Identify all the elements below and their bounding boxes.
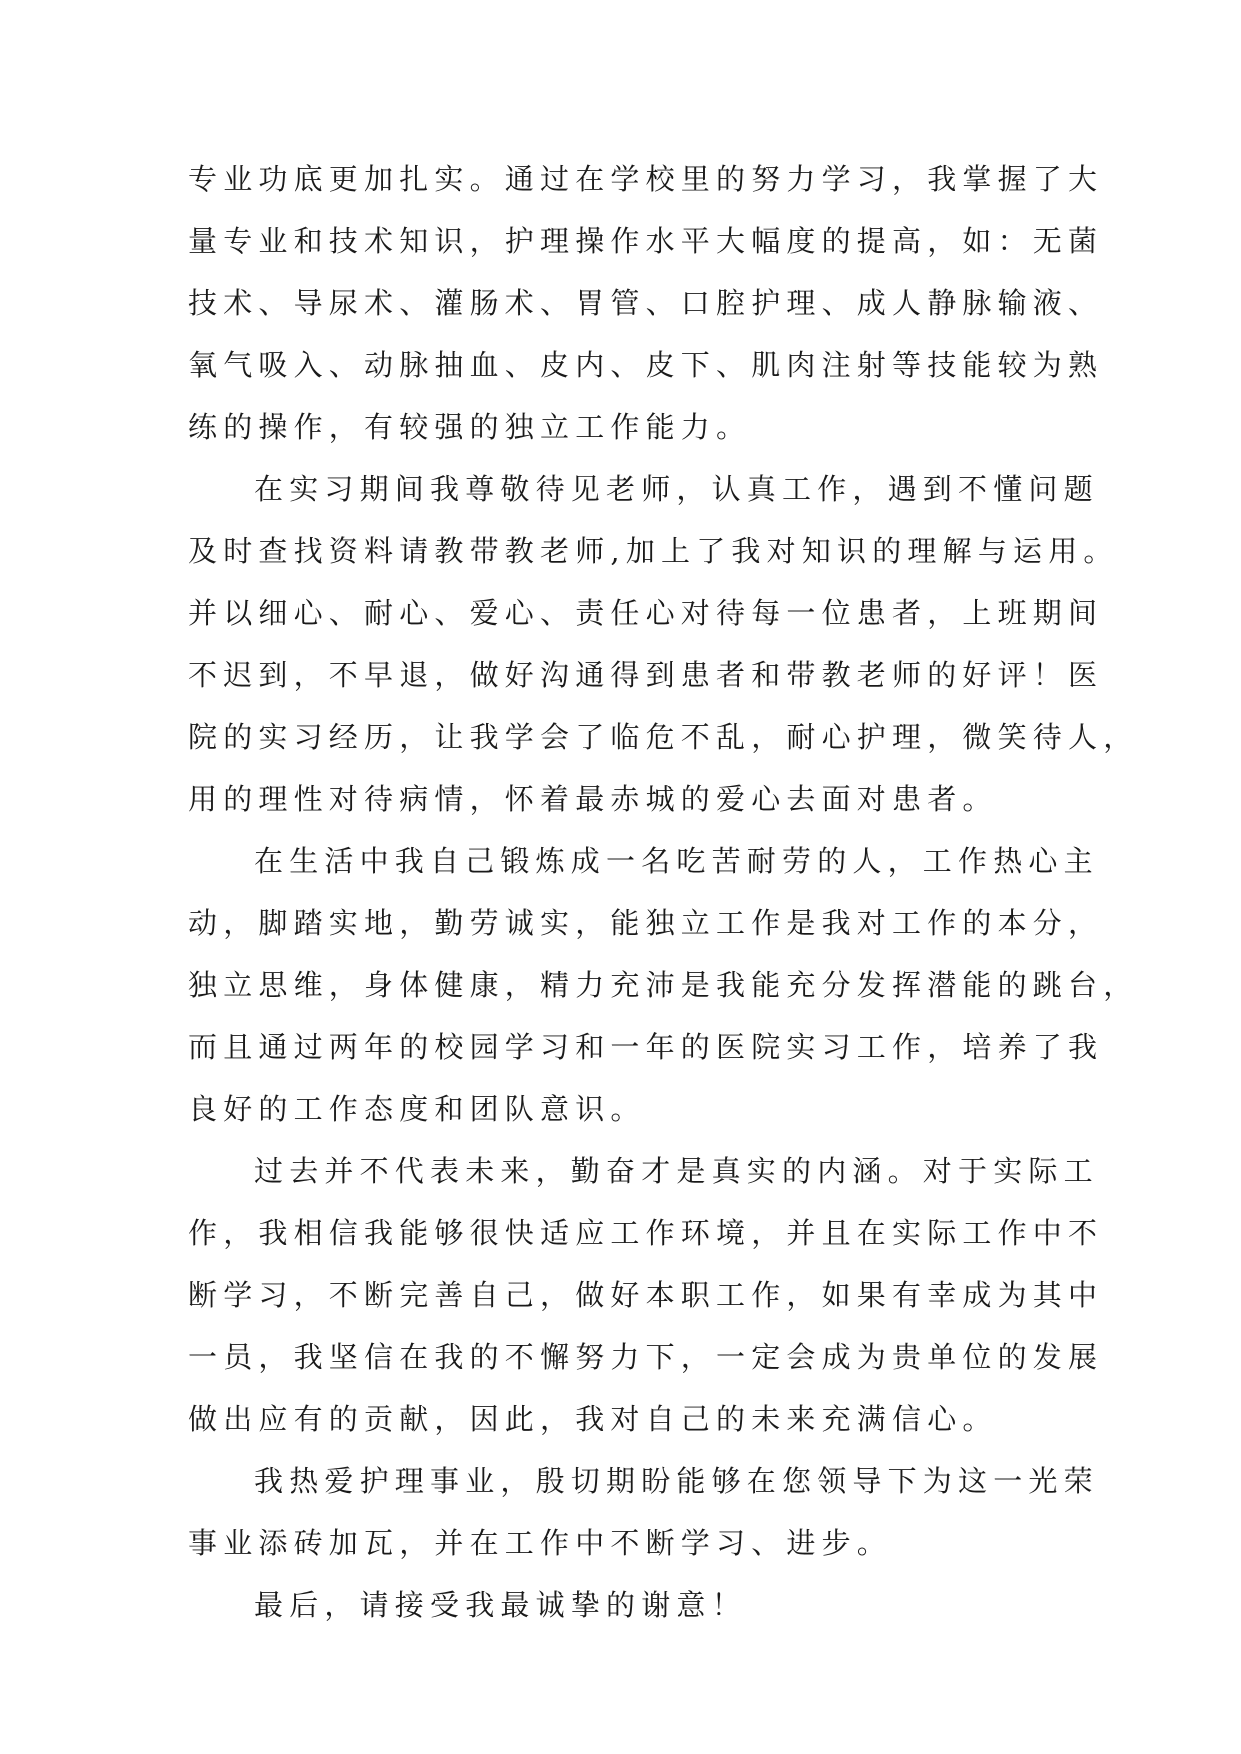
text-line: 事业添砖加瓦，并在工作中不断学习、进步。 — [188, 1526, 893, 1560]
text-line: 练的操作，有较强的独立工作能力。 — [188, 410, 752, 444]
paragraph-start-line: 过去并不代表未来，勤奋才是真实的内涵。对于实际工 — [254, 1154, 1099, 1188]
paragraph-start-line: 在生活中我自己锻炼成一名吃苦耐劳的人，工作热心主 — [254, 844, 1099, 878]
text-line: 量专业和技术知识，护理操作水平大幅度的提高，如：无菌 — [188, 224, 1104, 258]
body-text — [188, 148, 1139, 1636]
text-line: 技术、导尿术、灌肠术、胃管、口腔护理、成人静脉输液、 — [188, 286, 1104, 320]
text-line: 而且通过两年的校园学习和一年的医院实习工作，培养了我 — [188, 1030, 1104, 1064]
text-line: 用的理性对待病情，怀着最赤城的爱心去面对患者。 — [188, 782, 998, 816]
text-line: 良好的工作态度和团队意识。 — [188, 1092, 646, 1126]
text-line: 独立思维，身体健康，精力充沛是我能充分发挥潜能的跳台， — [188, 968, 1139, 1002]
paragraph-start-line: 我热爱护理事业，殷切期盼能够在您领导下为这一光荣 — [254, 1464, 1099, 1498]
text-line: 院的实习经历，让我学会了临危不乱，耐心护理，微笑待人， — [188, 720, 1139, 754]
text-line: 并以细心、耐心、爱心、责任心对待每一位患者，上班期间 — [188, 596, 1104, 630]
text-line: 及时查找资料请教带教老师,加上了我对知识的理解与运用。 — [188, 534, 1119, 568]
text-line: 专业功底更加扎实。通过在学校里的努力学习，我掌握了大 — [188, 162, 1104, 196]
text-line: 氧气吸入、动脉抽血、皮内、皮下、肌肉注射等技能较为熟 — [188, 348, 1104, 382]
text-line: 不迟到，不早退，做好沟通得到患者和带教老师的好评！医 — [188, 658, 1104, 692]
text-line: 断学习，不断完善自己，做好本职工作，如果有幸成为其中 — [188, 1278, 1104, 1312]
text-line: 一员，我坚信在我的不懈努力下，一定会成为贵单位的发展 — [188, 1340, 1104, 1374]
paragraph-start-line: 在实习期间我尊敬待见老师，认真工作，遇到不懂问题 — [254, 472, 1099, 506]
text-line: 动，脚踏实地，勤劳诚实，能独立工作是我对工作的本分， — [188, 906, 1104, 940]
text-line: 做出应有的贡献，因此，我对自己的未来充满信心。 — [188, 1402, 998, 1436]
closing-line: 最后，请接受我最诚挚的谢意！ — [254, 1588, 747, 1622]
text-line: 作，我相信我能够很快适应工作环境，并且在实际工作中不 — [188, 1216, 1104, 1250]
